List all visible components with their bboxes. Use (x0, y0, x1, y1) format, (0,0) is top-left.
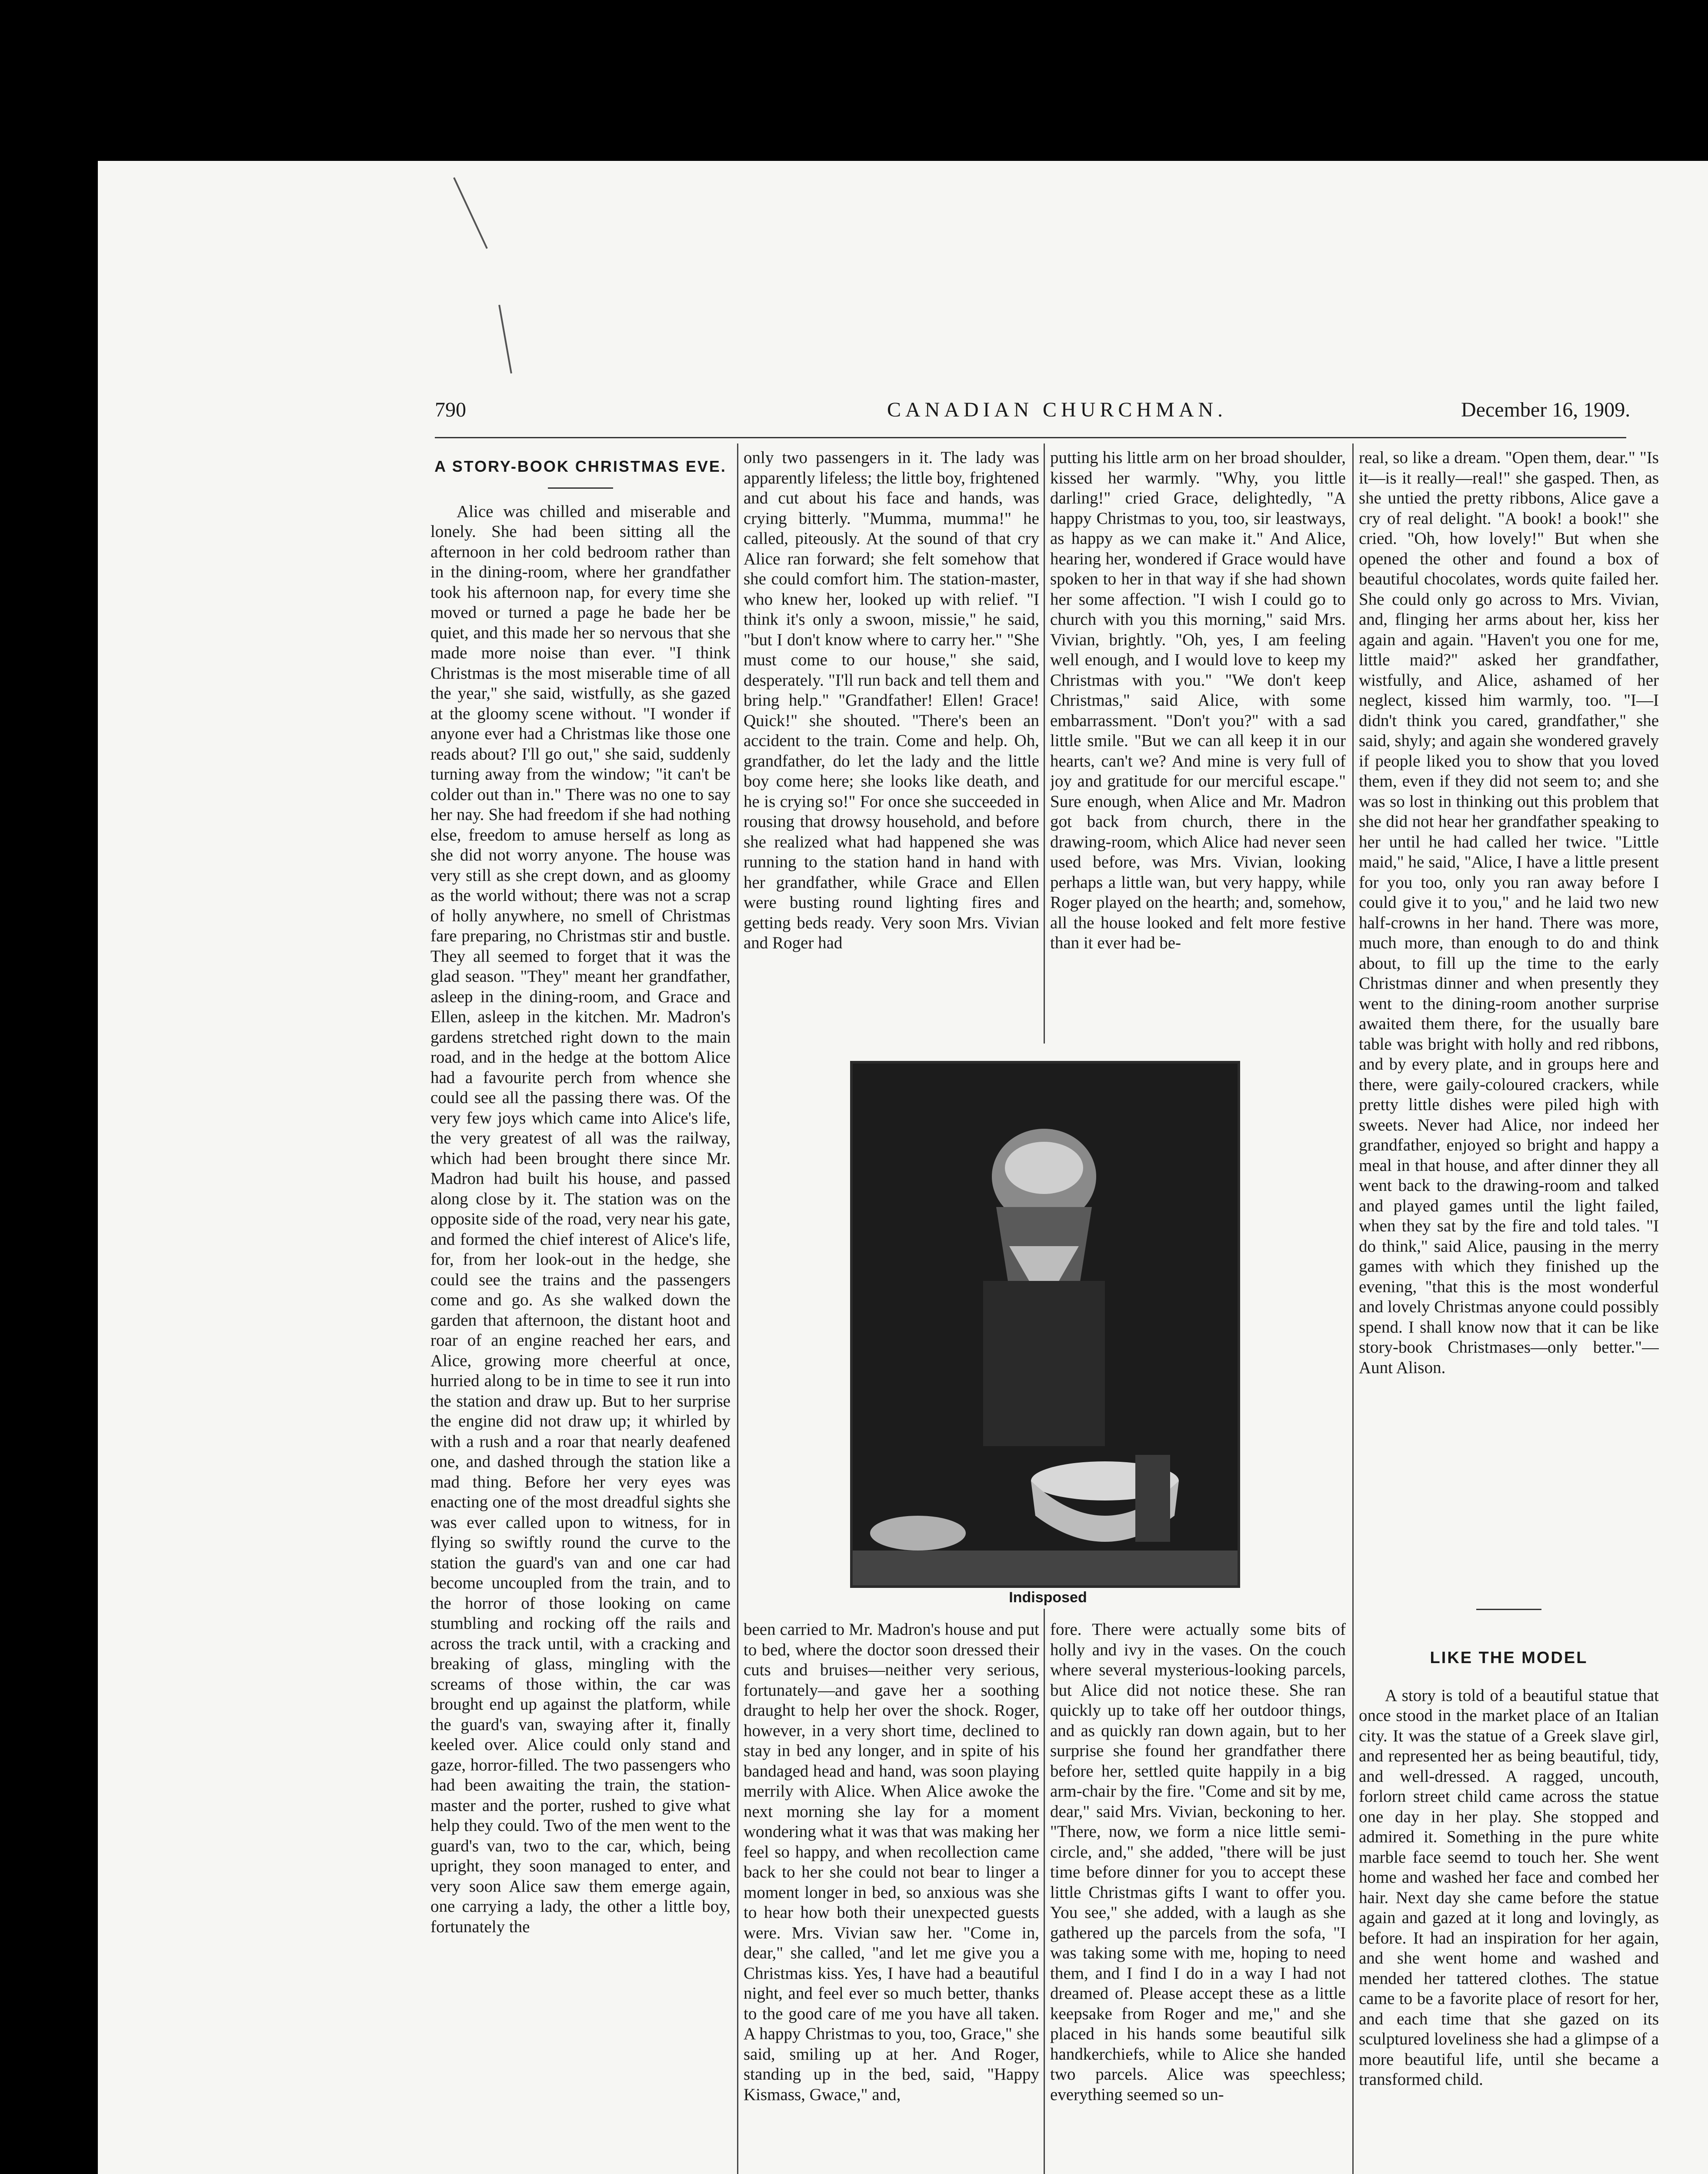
story-column-3-top (1050, 448, 1346, 1044)
story-column-2-bottom (744, 1620, 1039, 2174)
story-column-2-top (744, 448, 1039, 1044)
story2-title: LIKE THE MODEL (1430, 1649, 1588, 1667)
story2-column (1359, 1648, 1659, 2174)
story-text: putting his little arm on her broad shoulder, kissed her warmly. "Why, you little darling!" cried Grace, delightedly, "A happy Christmas to you, too, sir leastways, as happy as we can make it." And Alice, hearing her, wondered if Grace would have spoken to her in that way if she had shown her some affection. "I wish I could go to church with you this morning," said Mrs. Vivian, brightly. "Oh, yes, I am feeling well enough, and I would love to keep my Christmas with you." "We don't keep Christmas," said Alice, with some embarrassment. "Don't you?" with a sad little smile. "But we can all keep it in our hearts, can't we? And mine is very full of joy and gratitude for our merciful escape." Sure enough, when Alice and Mr. Madron got back from church, there in the drawing-room, which Alice had never seen used before, was Mrs. Vivian, looking perhaps a little wan, but very happy, while Roger played on the hearth; and, somehow, all the house looked and felt more festive than it ever had be- (1050, 448, 1346, 952)
story-text: only two passengers in it. The lady was apparently lifeless; the little boy, frightened and cut about his face and hands, was crying bitterly. "Mumma, mumma!" he called, piteously. At the sound of that cry Alice ran forward; she felt somehow that she could comfort him. The station-master, who knew her, looked up with relief. "I think it's only a swoon, missie," he said, "but I don't know where to carry her." "She must come to our house," she said, desperately. "I'll run back and tell them and bring help." "Grandfather! Ellen! Grace! Quick!" she shouted. "There's been an accident to the train. Come and help. Oh, grandfather, do let the lady and the little boy come here; she looks like death, and he is crying so!" For once she succeeded in rousing that drowsy household, and before she realized what had happened she was running to the station hand in hand with her grandfather, while Grace and Ellen were busting round lighting fires and getting beds ready. Very soon Mrs. Vivian and Roger had (744, 448, 1039, 952)
column-rule (737, 443, 738, 2174)
photo-illustration (853, 1064, 1238, 1585)
column-rule (1352, 443, 1354, 2174)
issue-date: December 16, 1909. (1461, 398, 1631, 421)
title-rule (548, 487, 613, 489)
story-text: real, so like a dream. "Open them, dear." "Is it—is it really—real!" she gasped. Then, as she untied the pretty ribbons, Alice gave a cry of real delight. "A book! a book!" she cried. "Oh, how lovely!" But when she opened the other and found a box of beautiful chocolates, words quite failed her. She could only go across to Mrs. Vivian, and, flinging her arms about her, kiss her again and again. "Haven't you one for me, little maid?" asked her grandfather, wistfully, and Alice, ashamed of her neglect, kissed him warmly, too. "I—I didn't think you cared, grandfather," she said, shyly; and again she wondered gravely if people liked you to show that you loved them, even if they did not seem to; and she was so lost in thinking out this problem that she did not hear her grandfather speaking to her until he had called her twice. "Little maid," he said, "Alice, I have a little present for you too, only you ran away before I could give it to you," and he laid two new half-crowns in her hand. There was more, much more, than enough to do and think about, to fill up the time to the early Christmas dinner and when presently they went to the dining-room another surprise awaited them there, for the usually bare table was bright with holly and red ribbons, and by every plate, and in groups here and there, were gaily-coloured crackers, while pretty little dishes were piled high with sweets. Never had Alice, nor indeed her grandfather, enjoyed so bright and happy a meal in that house, and after dinner they all went back to the drawing-room and talked and played games until the light failed, when they sat by the fire and told tales. "I do think," said Alice, pausing in the merry games with which they finished up the evening, "that this is the most wonderful and lovely Christmas anyone could possibly spend. I shall know now that it can be like story-book Christmases—only better."—Aunt Alison. (1359, 448, 1659, 1377)
story-text: been carried to Mr. Madron's house and put to bed, where the doctor soon dressed their cuts and bruises—neither very serious, fortunately—and gave her a soothing draught to help her over the shock. Roger, however, in a very short time, declined to stay in bed any longer, and in spite of his bandaged head and hand, was soon playing merrily with Alice. When Alice awoke the next morning she lay for a moment wondering what it was that was making her feel so happy, and when recollection came back to her she could not bear to linger a moment longer in bed, so anxious was she to hear how both their unexpected guests were. Mrs. Vivian saw her. "Come in, dear," she called, "and let me give you a Christmas kiss. Yes, I have had a beautiful night, and feel ever so much better, thanks to the good care of me you have all taken. A happy Christmas to you, too, Grace," she said, smiling up at her. And Roger, standing up in the bed, said, "Happy Kismass, Gwace," and, (744, 1620, 1039, 2104)
photo-indisposed (850, 1061, 1240, 1588)
story-text: Alice was chilled and miserable and lonely. She had been sitting all the afternoon in her cold bedroom rather than in the dining-room, where her grandfather took his afternoon nap, for every time she moved or turned a page he bade her be quiet, and this made her so nervous that she made more noise than ever. "I think Christmas is the most miserable time of all the year," she said, wistfully, as she gazed at the gloomy scene without. "I wonder if anyone ever had a Christmas like those one reads about? I'll go out," she said, suddenly turning away from the window; "it can't be colder out than in." There was no one to say her nay. She had freedom if she had nothing else, freedom to amuse herself as long as she did not worry anyone. The house was very still as she crept down, and as gloomy as the world without; there was not a scrap of holly anywhere, no smell of Christmas fare preparing, no Christmas stir and bustle. They all seemed to forget that it was the glad season. "They" meant her grandfather, asleep in the dining-room, and Grace and Ellen, asleep in the kitchen. Mr. Madron's gardens stretched right down to the main road, and in the hedge at the bottom Alice had a favourite perch from whence she could see all the passing there was. Of the very few joys which came into Alice's life, the very greatest of all was the railway, which had been brought there since Mr. Madron had built his house, and passed along close by it. The station was on the opposite side of the road, very near his gate, and formed the chief interest of Alice's life, for, from her look-out in the hedge, she could see the trains and the passengers come and go. As she walked down the garden that afternoon, the distant hoot and roar of an engine reached her ears, and Alice, growing more cheerful at once, hurried along to be in time to see it run into the station and draw up. But to her surprise the engine did not draw up; it whirled by with a rush and a roar that nearly deafened one, and dashed through the station like a mad thing. Before her very eyes was enacting one of the most dreadful sights she was ever called upon to witness, for in flying so swiftly round the curve to the station the guard's van and one car had become uncoupled from the train, and to the horror of those looking on came stumbling and rocking off the rails and across the track until, with a cracking and breaking of glass, mingling with the screams of those within, the car was brought end up against the platform, while the guard's van, swaying after it, finally keeled over. Alice could only stand and gaze, horror-filled. The two passengers who had been awaiting the train, the station-master and the porter, rushed to give what help they could. Two of the men went to the guard's van, two to the car, which, being upright, they soon managed to enter, and very soon Alice saw them emerge again, one carrying a lady, the other a little boy, fortunately the (430, 502, 731, 1936)
column-rule (1044, 1609, 1045, 2174)
column-rule (1044, 443, 1045, 1044)
page-number: 790 (435, 398, 466, 421)
masthead: CANADIAN CHURCHMAN. (887, 398, 1228, 421)
story2-text: A story is told of a beautiful statue that once stood in the market place of an Italian city. It was the statue of a Greek slave girl, and represented her as being beautiful, tidy, and well-dressed. A ragged, uncouth, forlorn street child came across the statue one day in her play. She stopped and admired it. Something in the pure white marble face seemd to touch her. She went home and washed her face and combed her hair. Next day she came before the statue again and gazed at it long and lovingly, as before. It had an inspiration for her again, and she went home and washed and mended her tattered clothes. The statue came to be a favorite place of resort for her, and each time that she gazed on its sculptured loveliness she had a glimpse of a more beautiful life, until she became a transformed child. (1359, 1686, 1659, 2089)
header-rule (435, 437, 1626, 438)
story-column-3-bottom (1050, 1620, 1346, 2174)
story-title: A STORY-BOOK CHRISTMAS EVE. (434, 457, 727, 475)
story-column-1 (430, 457, 731, 2174)
photo-caption: Indisposed (1009, 1589, 1087, 1606)
section-rule (1476, 1609, 1541, 1610)
story-text: fore. There were actually some bits of holly and ivy in the vases. On the couch where several mysterious-looking parcels, but Alice did not notice these. She ran quickly up to take off her outdoor things, and as quickly ran down again, but to her surprise she found her grandfather there before her, settled quite happily in a big arm-chair by the fire. "Come and sit by me, dear," said Mrs. Vivian, beckoning to her. "There, now, we form a nice little semi-circle, and," she added, "there will be just time before dinner for you to accept these little Christmas gifts I want to offer you. You see," she added, with a laugh as she gathered up the parcels from the sofa, "I was taking some with me, hoping to need them, and I find I do in a way I had not dreamed of. Please accept these as a little keepsake from Roger and me," and she placed in his hands some beautiful silk handkerchiefs, while to Alice she handed two parcels. Alice was speechless; everything seemed so un- (1050, 1620, 1346, 2104)
story-column-4 (1359, 448, 1659, 1570)
